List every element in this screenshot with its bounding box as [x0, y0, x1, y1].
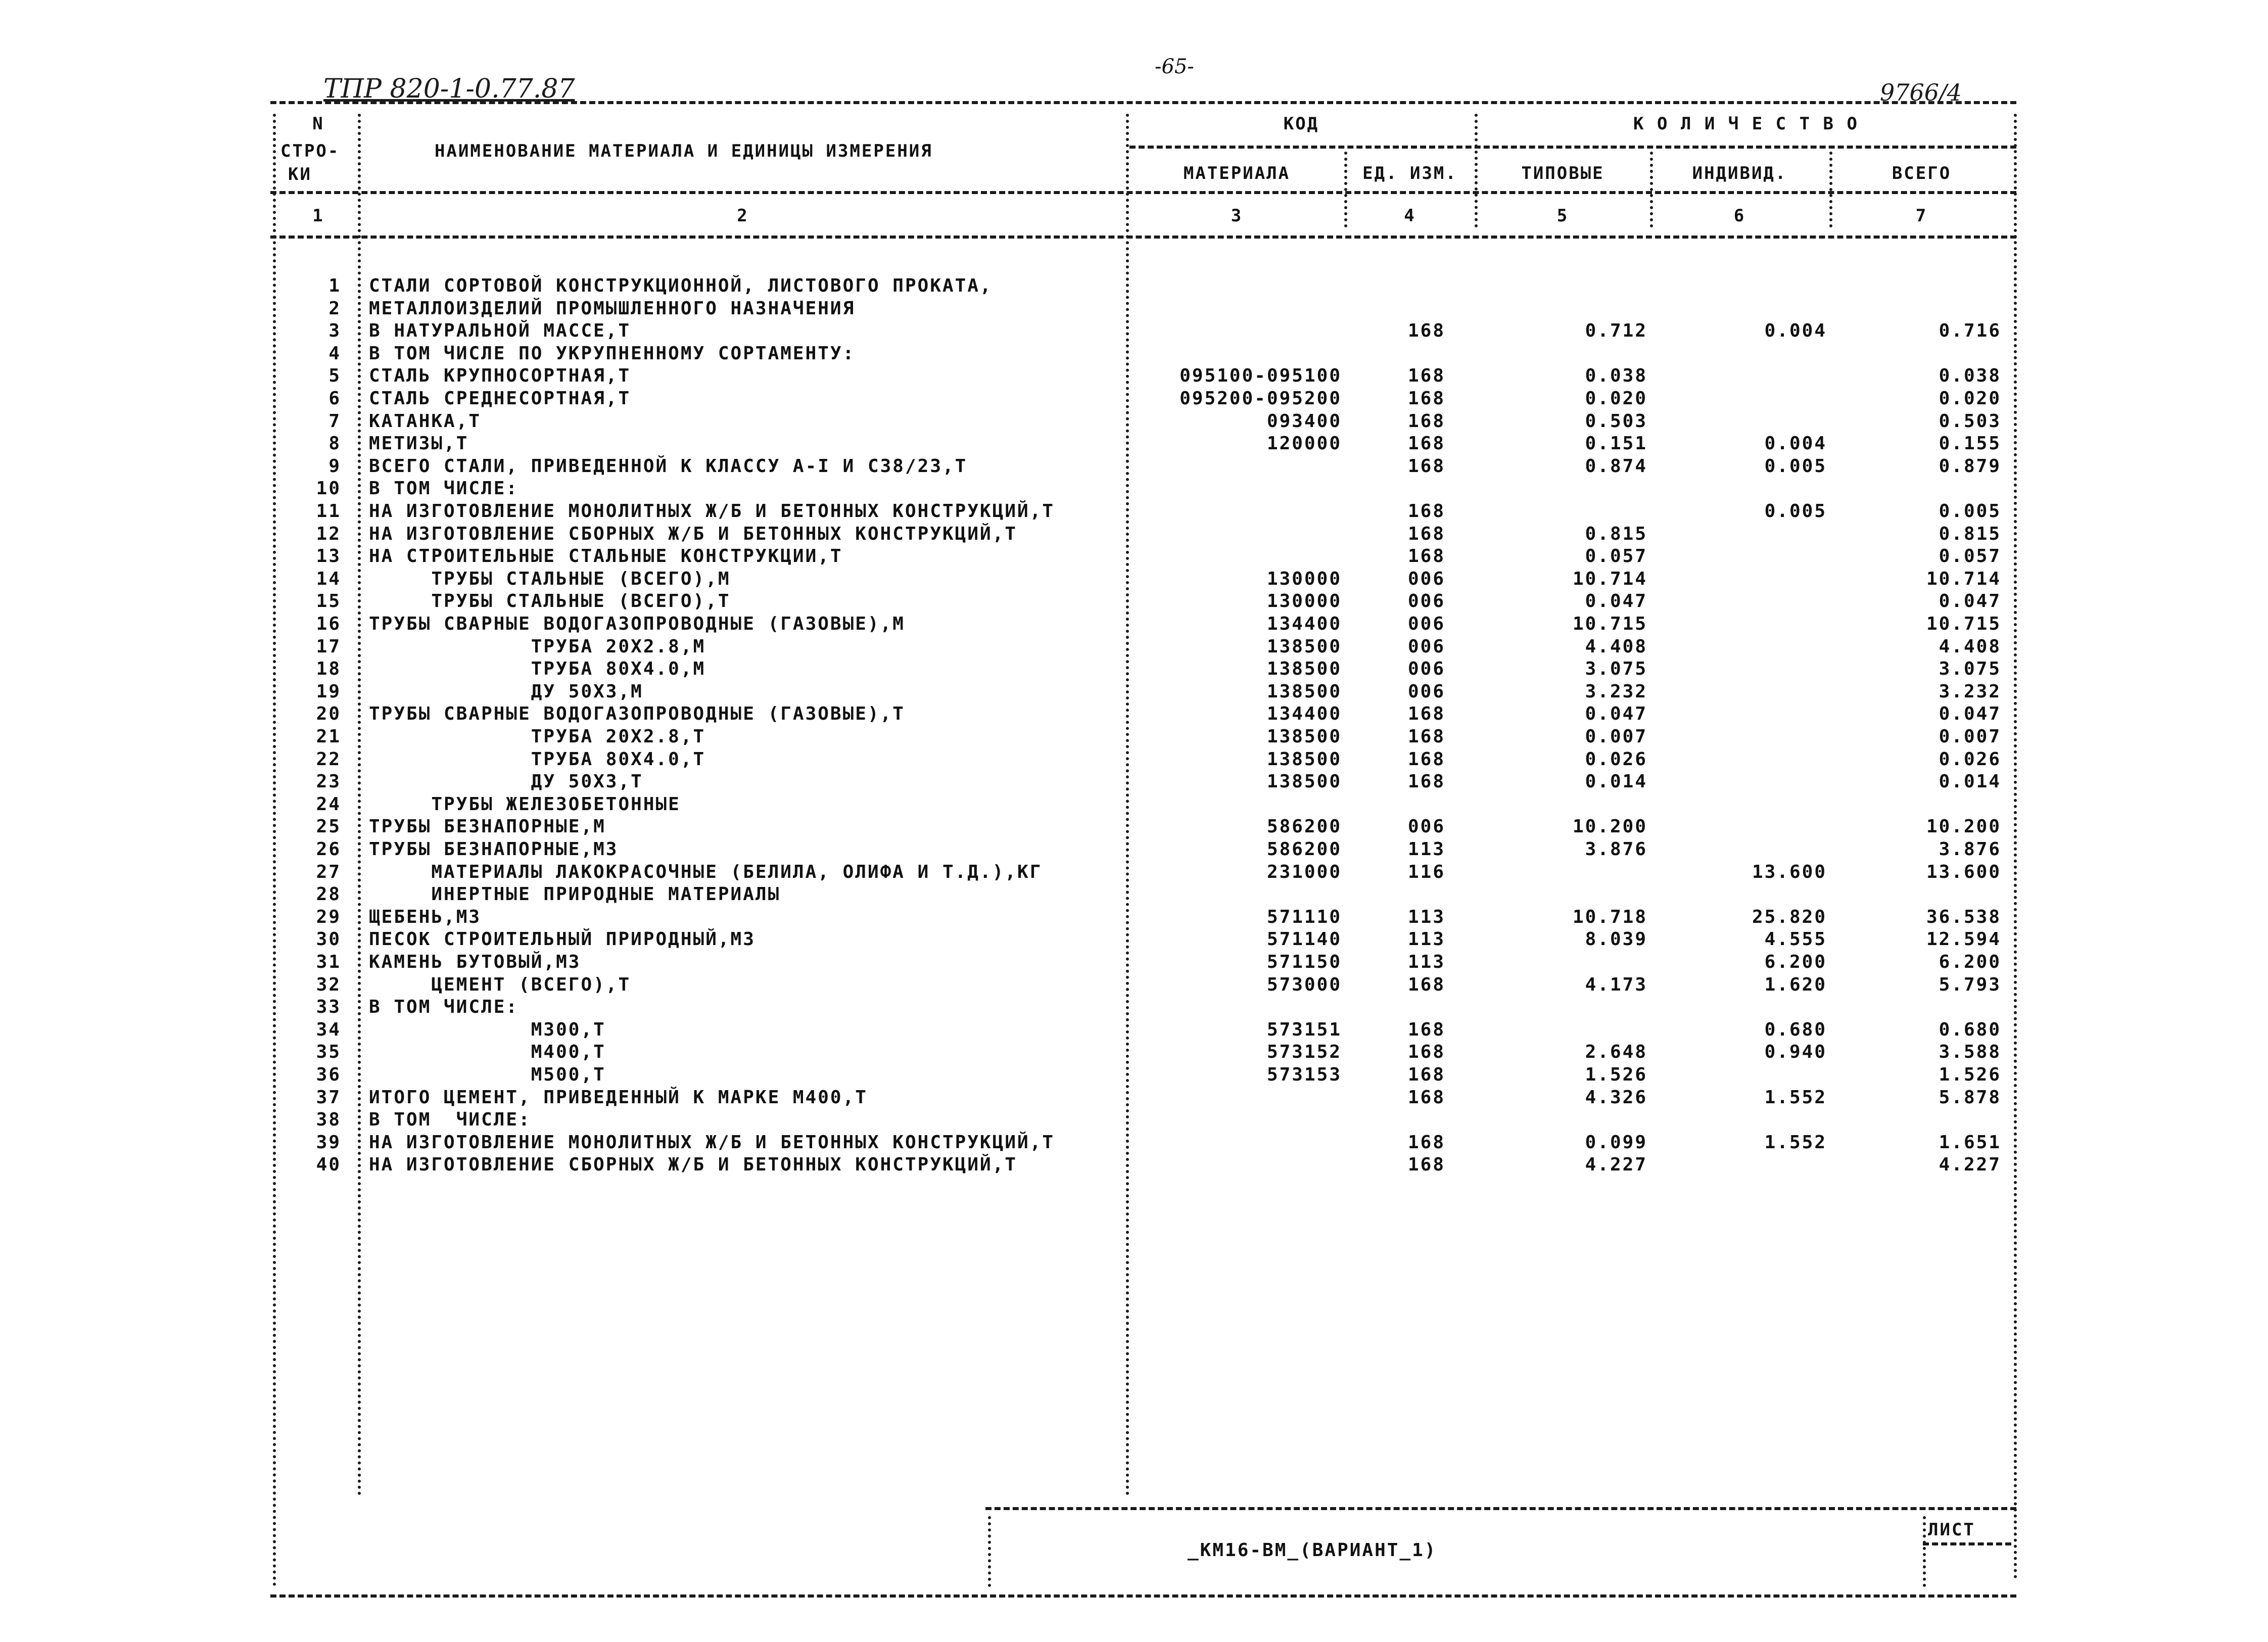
header-total: ВСЕГО — [1892, 163, 1952, 183]
row-number: 33 — [316, 997, 341, 1018]
table-row — [0, 795, 2268, 818]
row-total-qty: 3.876 — [1939, 839, 2001, 860]
table-row — [0, 390, 2268, 412]
row-unit-code: 168 — [1407, 365, 1445, 387]
row-material-name: МАТЕРИАЛЫ ЛАКОКРАСОЧНЫЕ (БЕЛИЛА, ОЛИФА И Т.Д.),КГ — [369, 861, 1043, 882]
row-unit-code: 168 — [1407, 410, 1445, 432]
table-row — [0, 367, 2268, 389]
table-row — [0, 818, 2268, 840]
row-unit-code: 113 — [1407, 929, 1445, 950]
rule-header-bottom — [270, 191, 2016, 194]
rule-colnum-bottom — [270, 236, 2016, 239]
row-material-code: 231000 — [1266, 861, 1342, 882]
row-number: 1 — [328, 275, 341, 296]
row-typical-qty: 0.057 — [1585, 546, 1647, 567]
row-total-qty: 0.057 — [1939, 546, 2001, 567]
header-quantity-group: К О Л И Ч Е С Т В О — [1633, 114, 1859, 134]
row-unit-code: 168 — [1407, 523, 1445, 544]
table-row — [0, 863, 2268, 885]
table-row — [0, 1043, 2268, 1065]
table-row — [0, 457, 2268, 480]
row-material-name: ТРУБА 20Х2.8,М — [369, 636, 706, 657]
colnum-6: 6 — [1733, 206, 1746, 226]
colnum-5: 5 — [1556, 206, 1569, 226]
header-n: N — [312, 114, 324, 134]
row-individual-qty: 0.940 — [1764, 1042, 1827, 1063]
row-typical-qty: 10.200 — [1572, 816, 1647, 837]
row-number: 32 — [316, 974, 341, 995]
row-material-name: ТРУБЫ СВАРНЫЕ ВОДОГАЗОПРОВОДНЫЕ (ГАЗОВЫЕ),М — [369, 614, 905, 634]
row-material-name: ЦЕМЕНТ (ВСЕГО),Т — [369, 974, 631, 995]
table-row — [0, 728, 2268, 750]
row-typical-qty: 3.876 — [1585, 839, 1647, 860]
row-typical-qty: 2.648 — [1585, 1042, 1647, 1063]
row-total-qty: 10.200 — [1926, 816, 2001, 837]
row-typical-qty: 8.039 — [1585, 929, 1647, 950]
row-typical-qty: 0.038 — [1585, 365, 1647, 387]
row-individual-qty: 6.200 — [1764, 952, 1827, 972]
row-total-qty: 0.155 — [1939, 433, 2001, 454]
row-typical-qty: 0.712 — [1585, 320, 1647, 342]
row-unit-code: 168 — [1407, 433, 1445, 454]
row-material-name: В ТОМ ЧИСЛЕ: — [369, 478, 519, 499]
row-total-qty: 0.503 — [1939, 410, 2001, 432]
row-material-name: М500,Т — [369, 1064, 606, 1085]
row-total-qty: 36.538 — [1926, 906, 2001, 927]
row-number: 24 — [316, 793, 341, 815]
row-number: 29 — [316, 906, 341, 927]
sheet-label: ЛИСТ — [1928, 1520, 1975, 1540]
row-number: 19 — [316, 681, 341, 702]
row-individual-qty: 13.600 — [1752, 861, 1827, 882]
row-material-code: 586200 — [1266, 839, 1342, 860]
row-typical-qty: 4.173 — [1585, 974, 1647, 995]
row-total-qty: 0.680 — [1939, 1019, 2001, 1040]
row-typical-qty: 10.714 — [1572, 568, 1647, 589]
row-material-name: НА ИЗГОТОВЛЕНИЕ МОНОЛИТНЫХ Ж/Б И БЕТОННЫХ КОНСТРУКЦИЙ,Т — [369, 1132, 1055, 1153]
row-typical-qty: 10.715 — [1572, 614, 1647, 634]
table-row — [0, 615, 2268, 637]
row-material-name: ИТОГО ЦЕМЕНТ, ПРИВЕДЕННЫЙ К МАРКЕ М400,Т — [369, 1087, 868, 1108]
table-row — [0, 412, 2268, 435]
sep-sheet-box — [1923, 1516, 1926, 1587]
row-total-qty: 0.007 — [1939, 726, 2001, 747]
stamp-designation: _КМ16-ВМ_(ВАРИАНТ_1) — [1188, 1540, 1437, 1561]
row-material-name: КАТАНКА,Т — [369, 410, 482, 432]
row-individual-qty: 0.004 — [1764, 433, 1827, 454]
row-material-name: КАМЕНЬ БУТОВЫЙ,М3 — [369, 952, 581, 972]
row-material-code: 138500 — [1266, 659, 1342, 680]
header-individual: ИНДИВИД. — [1692, 163, 1787, 183]
row-number: 30 — [316, 929, 341, 950]
row-number: 20 — [316, 703, 341, 725]
row-material-name: МЕТАЛЛОИЗДЕЛИЙ ПРОМЫШЛЕННОГО НАЗНАЧЕНИЯ — [369, 298, 856, 319]
row-total-qty: 4.227 — [1939, 1154, 2001, 1176]
row-total-qty: 0.879 — [1939, 455, 2001, 477]
row-number: 5 — [328, 365, 341, 387]
row-total-qty: 13.600 — [1926, 861, 2001, 882]
colnum-3: 3 — [1231, 206, 1243, 226]
row-typical-qty: 4.408 — [1585, 636, 1647, 657]
row-unit-code: 168 — [1407, 1087, 1445, 1108]
row-total-qty: 6.200 — [1939, 952, 2001, 972]
row-individual-qty: 25.820 — [1752, 906, 1827, 927]
row-unit-code: 006 — [1407, 659, 1445, 680]
table-row — [0, 1111, 2268, 1133]
row-number: 14 — [316, 568, 341, 589]
row-unit-code: 113 — [1407, 952, 1445, 972]
row-number: 8 — [328, 433, 341, 454]
sep-stamp-left — [988, 1516, 991, 1587]
row-material-code: 138500 — [1266, 726, 1342, 747]
row-typical-qty: 0.047 — [1585, 703, 1647, 725]
row-number: 34 — [316, 1019, 341, 1040]
table-row — [0, 480, 2268, 502]
row-unit-code: 006 — [1407, 681, 1445, 702]
row-number: 21 — [316, 726, 341, 747]
row-typical-qty: 4.326 — [1585, 1087, 1647, 1108]
table-row — [0, 592, 2268, 615]
row-typical-qty: 0.020 — [1585, 388, 1647, 409]
row-unit-code: 168 — [1407, 1064, 1445, 1085]
row-number: 17 — [316, 636, 341, 657]
row-material-name: ТРУБА 80Х4.0,М — [369, 659, 706, 680]
row-unit-code: 168 — [1407, 974, 1445, 995]
row-number: 37 — [316, 1087, 341, 1108]
page-number: -65- — [1155, 55, 1194, 78]
row-typical-qty: 0.815 — [1585, 523, 1647, 544]
row-material-name: ИНЕРТНЫЕ ПРИРОДНЫЕ МАТЕРИАЛЫ — [369, 884, 781, 905]
row-number: 13 — [316, 546, 341, 567]
row-individual-qty: 4.555 — [1764, 929, 1827, 950]
row-total-qty: 12.594 — [1926, 929, 2001, 950]
row-number: 39 — [316, 1132, 341, 1153]
table-row — [0, 840, 2268, 863]
row-number: 4 — [328, 343, 341, 364]
row-unit-code: 168 — [1407, 320, 1445, 342]
row-material-name: М300,Т — [369, 1019, 606, 1040]
row-number: 31 — [316, 952, 341, 972]
row-typical-qty: 1.526 — [1585, 1064, 1647, 1085]
row-unit-code: 168 — [1407, 455, 1445, 477]
colnum-7: 7 — [1915, 206, 1928, 226]
rule-sheet-box — [1923, 1542, 2011, 1545]
header-material: МАТЕРИАЛА — [1183, 163, 1291, 183]
row-number: 10 — [316, 478, 341, 499]
table-row — [0, 998, 2268, 1020]
row-material-code: 571140 — [1266, 929, 1342, 950]
row-material-code: 130000 — [1266, 591, 1342, 612]
table-row — [0, 638, 2268, 660]
colnum-4: 4 — [1404, 206, 1416, 226]
row-number: 25 — [316, 816, 341, 837]
document-code: ТПР 820-1-0.77.87 — [323, 74, 575, 104]
row-unit-code: 168 — [1407, 1154, 1445, 1176]
row-material-name: ДУ 50Х3,М — [369, 681, 643, 702]
row-unit-code: 006 — [1407, 568, 1445, 589]
row-material-code: 138500 — [1266, 636, 1342, 657]
row-unit-code: 168 — [1407, 546, 1445, 567]
row-total-qty: 3.075 — [1939, 659, 2001, 680]
row-number: 27 — [316, 861, 341, 882]
row-number: 36 — [316, 1064, 341, 1085]
row-typical-qty: 0.874 — [1585, 455, 1647, 477]
row-material-code: 130000 — [1266, 568, 1342, 589]
rule-top — [270, 101, 2016, 104]
sep-unit-typ — [1475, 114, 1478, 227]
row-number: 40 — [316, 1154, 341, 1176]
row-unit-code: 006 — [1407, 614, 1445, 634]
row-number: 35 — [316, 1042, 341, 1063]
table-row — [0, 930, 2268, 953]
table-row — [0, 300, 2268, 322]
row-material-code: 573153 — [1266, 1064, 1342, 1085]
header-ki: КИ — [288, 164, 312, 184]
table-row — [0, 570, 2268, 592]
row-total-qty: 5.878 — [1939, 1087, 2001, 1108]
row-total-qty: 0.716 — [1939, 320, 2001, 342]
row-unit-code: 006 — [1407, 816, 1445, 837]
table-row — [0, 322, 2268, 344]
table-row — [0, 277, 2268, 299]
row-material-code: 120000 — [1266, 433, 1342, 454]
row-total-qty: 4.408 — [1939, 636, 2001, 657]
row-total-qty: 3.232 — [1939, 681, 2001, 702]
row-total-qty: 10.715 — [1926, 614, 2001, 634]
row-material-code: 134400 — [1266, 703, 1342, 725]
row-typical-qty: 0.151 — [1585, 433, 1647, 454]
row-number: 22 — [316, 748, 341, 770]
row-total-qty: 10.714 — [1926, 568, 2001, 589]
row-material-name: ДУ 50Х3,Т — [369, 771, 643, 792]
row-total-qty: 0.005 — [1939, 501, 2001, 522]
row-unit-code: 168 — [1407, 1042, 1445, 1063]
table-row — [0, 953, 2268, 975]
row-unit-code: 113 — [1407, 839, 1445, 860]
row-material-name: ТРУБЫ СВАРНЫЕ ВОДОГАЗОПРОВОДНЫЕ (ГАЗОВЫЕ),Т — [369, 703, 905, 725]
row-material-name: НА ИЗГОТОВЛЕНИЕ СБОРНЫХ Ж/Б И БЕТОННЫХ КОНСТРУКЦИЙ,Т — [369, 1154, 1018, 1176]
row-total-qty: 0.047 — [1939, 591, 2001, 612]
row-individual-qty: 0.005 — [1764, 455, 1827, 477]
row-typical-qty: 0.047 — [1585, 591, 1647, 612]
colnum-1: 1 — [312, 206, 324, 226]
row-total-qty: 1.526 — [1939, 1064, 2001, 1085]
row-total-qty: 0.014 — [1939, 771, 2001, 792]
row-unit-code: 168 — [1407, 703, 1445, 725]
row-individual-qty: 1.552 — [1764, 1087, 1827, 1108]
row-unit-code: 168 — [1407, 501, 1445, 522]
row-typical-qty: 0.007 — [1585, 726, 1647, 747]
header-unit: ЕД. ИЗМ. — [1362, 163, 1457, 183]
table-row — [0, 976, 2268, 998]
row-unit-code: 113 — [1407, 906, 1445, 927]
row-number: 15 — [316, 591, 341, 612]
table-row — [0, 547, 2268, 570]
row-unit-code: 168 — [1407, 726, 1445, 747]
row-total-qty: 0.020 — [1939, 388, 2001, 409]
table-row — [0, 1089, 2268, 1111]
row-material-code: 573000 — [1266, 974, 1342, 995]
row-material-name: В ТОМ ЧИСЛЕ: — [369, 1109, 531, 1131]
row-material-name: М400,Т — [369, 1042, 606, 1063]
row-material-code: 095200-095200 — [1179, 388, 1342, 409]
row-material-name: СТАЛЬ СРЕДНЕСОРТНАЯ,Т — [369, 388, 631, 409]
header-name: НАИМЕНОВАНИЕ МАТЕРИАЛА И ЕДИНИЦЫ ИЗМЕРЕНИЯ — [435, 141, 933, 161]
table-row — [0, 502, 2268, 525]
row-material-name: ВСЕГО СТАЛИ, ПРИВЕДЕННОЙ К КЛАССУ А-I И С38/23,Т — [369, 455, 968, 477]
row-total-qty: 0.026 — [1939, 748, 2001, 770]
table-row — [0, 660, 2268, 682]
row-number: 26 — [316, 839, 341, 860]
row-material-name: ТРУБЫ БЕЗНАПОРНЫЕ,М3 — [369, 839, 619, 860]
row-individual-qty: 0.004 — [1764, 320, 1827, 342]
row-individual-qty: 0.680 — [1764, 1019, 1827, 1040]
row-material-name: ПЕСОК СТРОИТЕЛЬНЫЙ ПРИРОДНЫЙ,М3 — [369, 929, 755, 950]
row-unit-code: 006 — [1407, 636, 1445, 657]
row-typical-qty: 3.232 — [1585, 681, 1647, 702]
table-row — [0, 1021, 2268, 1043]
row-typical-qty: 3.075 — [1585, 659, 1647, 680]
row-material-name: В ТОМ ЧИСЛЕ: — [369, 997, 519, 1018]
row-number: 18 — [316, 659, 341, 680]
row-material-code: 138500 — [1266, 771, 1342, 792]
row-material-name: СТАЛЬ КРУПНОСОРТНАЯ,Т — [369, 365, 631, 387]
row-number: 28 — [316, 884, 341, 905]
rule-bottom — [270, 1594, 2016, 1598]
rule-header-mid — [1129, 146, 2016, 149]
row-material-name: МЕТИЗЫ,Т — [369, 433, 469, 454]
row-material-code: 138500 — [1266, 681, 1342, 702]
row-unit-code: 168 — [1407, 1132, 1445, 1153]
row-material-name: ТРУБА 80Х4.0,Т — [369, 748, 706, 770]
row-material-name: НА ИЗГОТОВЛЕНИЕ СБОРНЫХ Ж/Б И БЕТОННЫХ КОНСТРУКЦИЙ,Т — [369, 523, 1018, 544]
table-row — [0, 1134, 2268, 1156]
row-material-code: 093400 — [1266, 410, 1342, 432]
header-stro: СТРО- — [280, 141, 340, 161]
row-typical-qty: 0.014 — [1585, 771, 1647, 792]
row-unit-code: 116 — [1407, 861, 1445, 882]
row-typical-qty: 0.099 — [1585, 1132, 1647, 1153]
row-material-code: 571150 — [1266, 952, 1342, 972]
row-material-name: В ТОМ ЧИСЛЕ ПО УКРУПНЕННОМУ СОРТАМЕНТУ: — [369, 343, 856, 364]
table-row — [0, 1066, 2268, 1088]
table-row — [0, 345, 2268, 367]
row-material-code: 095100-095100 — [1179, 365, 1342, 387]
table-row — [0, 1156, 2268, 1178]
row-individual-qty: 1.552 — [1764, 1132, 1827, 1153]
row-unit-code: 006 — [1407, 591, 1445, 612]
row-number: 12 — [316, 523, 341, 544]
row-material-code: 571110 — [1266, 906, 1342, 927]
row-total-qty: 0.047 — [1939, 703, 2001, 725]
row-number: 7 — [328, 410, 341, 432]
row-number: 11 — [316, 501, 341, 522]
row-total-qty: 0.815 — [1939, 523, 2001, 544]
row-number: 23 — [316, 771, 341, 792]
table-row — [0, 908, 2268, 930]
row-material-code: 138500 — [1266, 748, 1342, 770]
table-row — [0, 435, 2268, 457]
row-number: 2 — [328, 298, 341, 319]
row-number: 6 — [328, 388, 341, 409]
row-material-name: СТАЛИ СОРТОВОЙ КОНСТРУКЦИОННОЙ, ЛИСТОВОГО ПРОКАТА, — [369, 275, 993, 296]
table-row — [0, 885, 2268, 908]
row-total-qty: 0.038 — [1939, 365, 2001, 387]
row-material-name: ТРУБЫ СТАЛЬНЫЕ (ВСЕГО),Т — [369, 591, 731, 612]
row-number: 38 — [316, 1109, 341, 1131]
row-total-qty: 5.793 — [1939, 974, 2001, 995]
row-typical-qty: 0.503 — [1585, 410, 1647, 432]
rule-stamp-top — [985, 1507, 2016, 1510]
row-material-name: ТРУБЫ ЖЕЛЕЗОБЕТОННЫЕ — [369, 793, 681, 815]
sheet-mark: 9766/4 — [1880, 79, 1962, 106]
row-number: 16 — [316, 614, 341, 634]
table-row — [0, 525, 2268, 547]
row-typical-qty: 0.026 — [1585, 748, 1647, 770]
row-unit-code: 168 — [1407, 748, 1445, 770]
header-code-group: КОД — [1283, 114, 1319, 134]
table-row — [0, 773, 2268, 795]
table-row — [0, 750, 2268, 773]
row-material-name: ТРУБА 20Х2.8,Т — [369, 726, 706, 747]
row-typical-qty: 10.718 — [1572, 906, 1647, 927]
row-total-qty: 3.588 — [1939, 1042, 2001, 1063]
row-material-code: 586200 — [1266, 816, 1342, 837]
table-row — [0, 683, 2268, 705]
row-material-name: НА ИЗГОТОВЛЕНИЕ МОНОЛИТНЫХ Ж/Б И БЕТОННЫХ КОНСТРУКЦИЙ,Т — [369, 501, 1055, 522]
row-material-code: 134400 — [1266, 614, 1342, 634]
header-typical: ТИПОВЫЕ — [1521, 163, 1604, 183]
row-material-code: 573152 — [1266, 1042, 1342, 1063]
row-material-name: ТРУБЫ СТАЛЬНЫЕ (ВСЕГО),М — [369, 568, 731, 589]
row-material-code: 573151 — [1266, 1019, 1342, 1040]
row-material-name: НА СТРОИТЕЛЬНЫЕ СТАЛЬНЫЕ КОНСТРУКЦИИ,Т — [369, 546, 843, 567]
row-individual-qty: 0.005 — [1764, 501, 1827, 522]
colnum-2: 2 — [737, 206, 749, 226]
row-number: 9 — [328, 455, 341, 477]
table-row — [0, 705, 2268, 727]
row-typical-qty: 4.227 — [1585, 1154, 1647, 1176]
row-individual-qty: 1.620 — [1764, 974, 1827, 995]
row-number: 3 — [328, 320, 341, 342]
row-total-qty: 1.651 — [1939, 1132, 2001, 1153]
row-unit-code: 168 — [1407, 1019, 1445, 1040]
row-unit-code: 168 — [1407, 771, 1445, 792]
row-material-name: ТРУБЫ БЕЗНАПОРНЫЕ,М — [369, 816, 606, 837]
row-material-name: ЩЕБЕНЬ,М3 — [369, 906, 482, 927]
row-unit-code: 168 — [1407, 388, 1445, 409]
row-material-name: В НАТУРАЛЬНОЙ МАССЕ,Т — [369, 320, 631, 342]
